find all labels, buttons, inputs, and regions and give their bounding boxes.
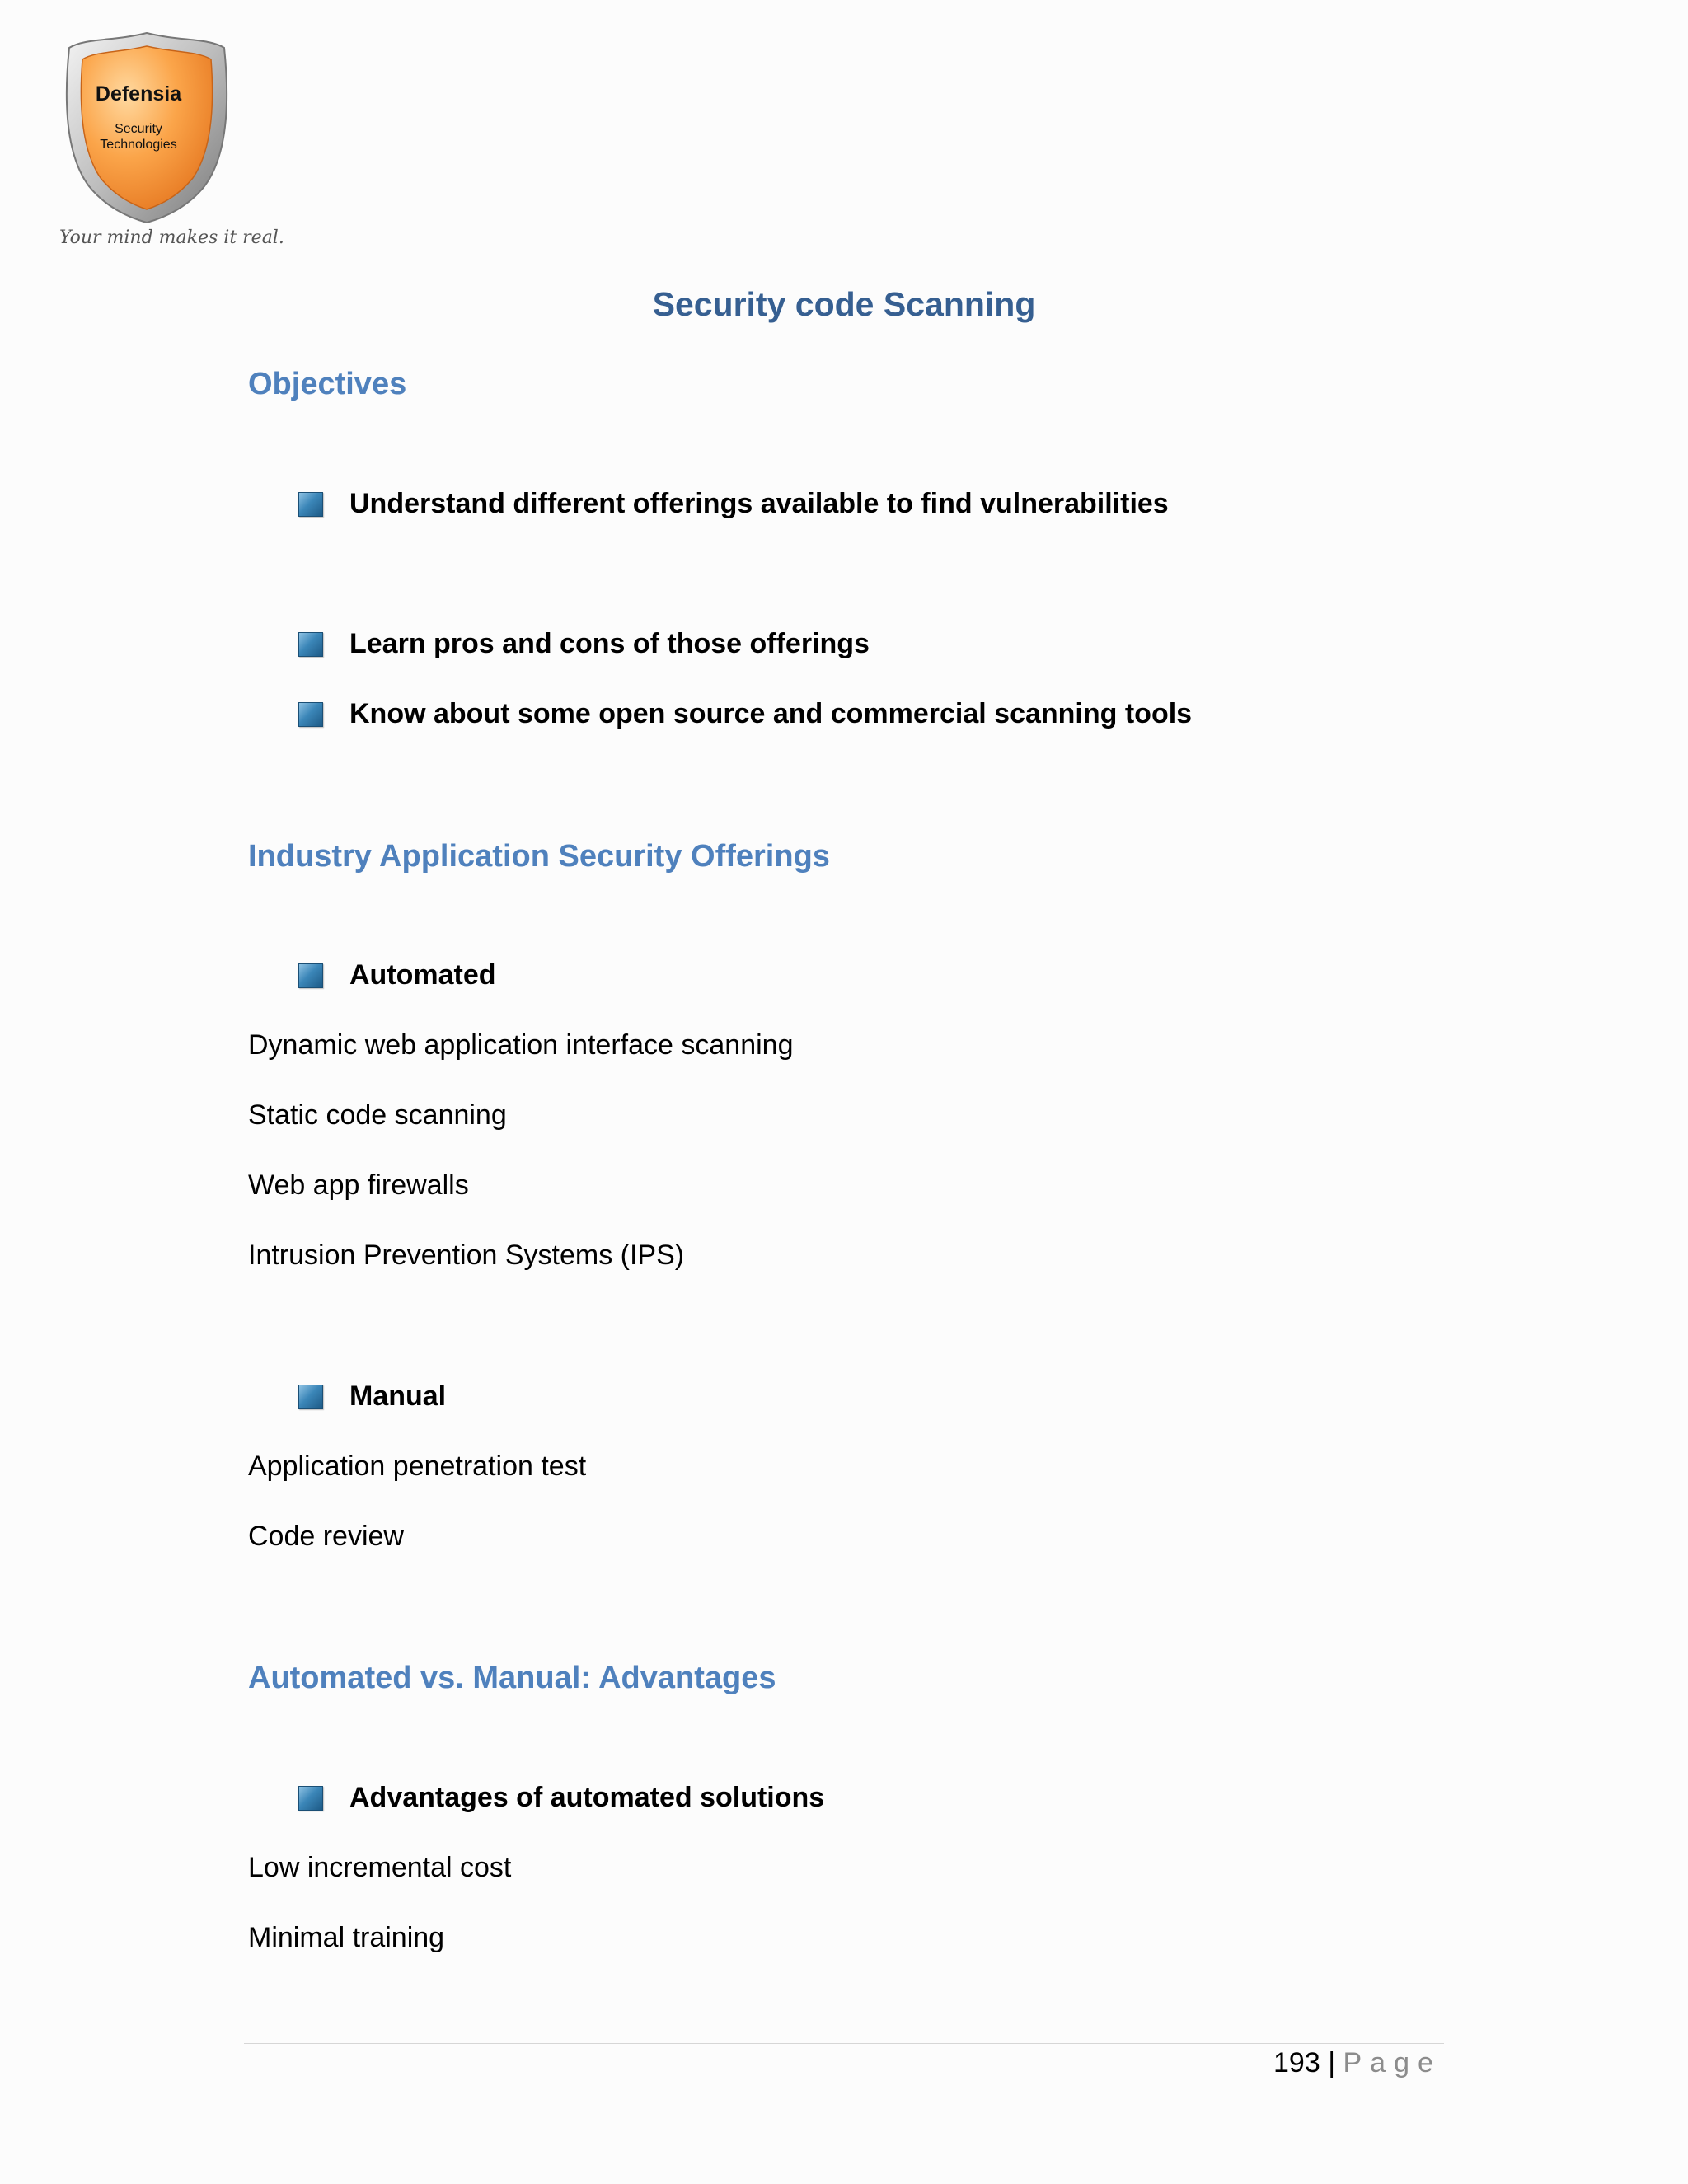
- heading-offerings: Industry Application Security Offerings: [248, 839, 830, 874]
- list-item: Web app firewalls: [248, 1169, 469, 1201]
- objective-text: Understand different offerings available to find vulnerabilities: [349, 488, 1169, 519]
- square-bullet-icon: [298, 632, 323, 657]
- logo-brand: Defensia: [95, 82, 182, 105]
- objective-item: [298, 698, 1192, 730]
- advantages-category: [298, 1782, 824, 1814]
- category-label: Manual: [349, 1380, 447, 1412]
- objective-item: [298, 488, 1169, 520]
- list-item: Code review: [248, 1521, 404, 1552]
- square-bullet-icon: [298, 702, 323, 727]
- logo-subtitle-line2: Technologies: [100, 138, 177, 152]
- list-item: Minimal training: [248, 1922, 445, 1953]
- footer-separator: |: [1328, 2047, 1336, 2079]
- page-title: Security code Scanning: [652, 285, 1036, 323]
- list-item: Dynamic web application interface scanning: [248, 1029, 794, 1061]
- square-bullet-icon: [298, 492, 323, 517]
- list-item: Low incremental cost: [248, 1852, 512, 1883]
- page-footer: [1273, 2047, 1442, 2079]
- objective-text: Know about some open source and commercial scanning tools: [349, 698, 1193, 729]
- square-bullet-icon: [298, 1786, 323, 1811]
- objective-text: Learn pros and cons of those offerings: [349, 628, 870, 659]
- heading-advantages: Automated vs. Manual: Advantages: [248, 1661, 776, 1695]
- category-label: Automated: [349, 959, 496, 991]
- page-number: 193: [1273, 2047, 1320, 2079]
- offering-category-manual: [298, 1380, 446, 1413]
- list-item: Application penetration test: [248, 1451, 587, 1482]
- company-logo: [56, 30, 284, 256]
- logo-tagline: Your mind makes it real.: [59, 227, 284, 248]
- list-item: Intrusion Prevention Systems (IPS): [248, 1240, 685, 1271]
- objective-item: [298, 628, 870, 660]
- heading-objectives: Objectives: [248, 367, 407, 401]
- logo-subtitle-line1: Security: [115, 122, 162, 136]
- square-bullet-icon: [298, 963, 323, 988]
- offering-category-automated: [298, 959, 496, 991]
- logo-subtitle: [81, 121, 196, 152]
- category-label: Advantages of automated solutions: [349, 1782, 825, 1813]
- footer-divider: [244, 2043, 1444, 2044]
- page-label: Page: [1343, 2047, 1442, 2079]
- list-item: Static code scanning: [248, 1099, 507, 1131]
- square-bullet-icon: [298, 1385, 323, 1409]
